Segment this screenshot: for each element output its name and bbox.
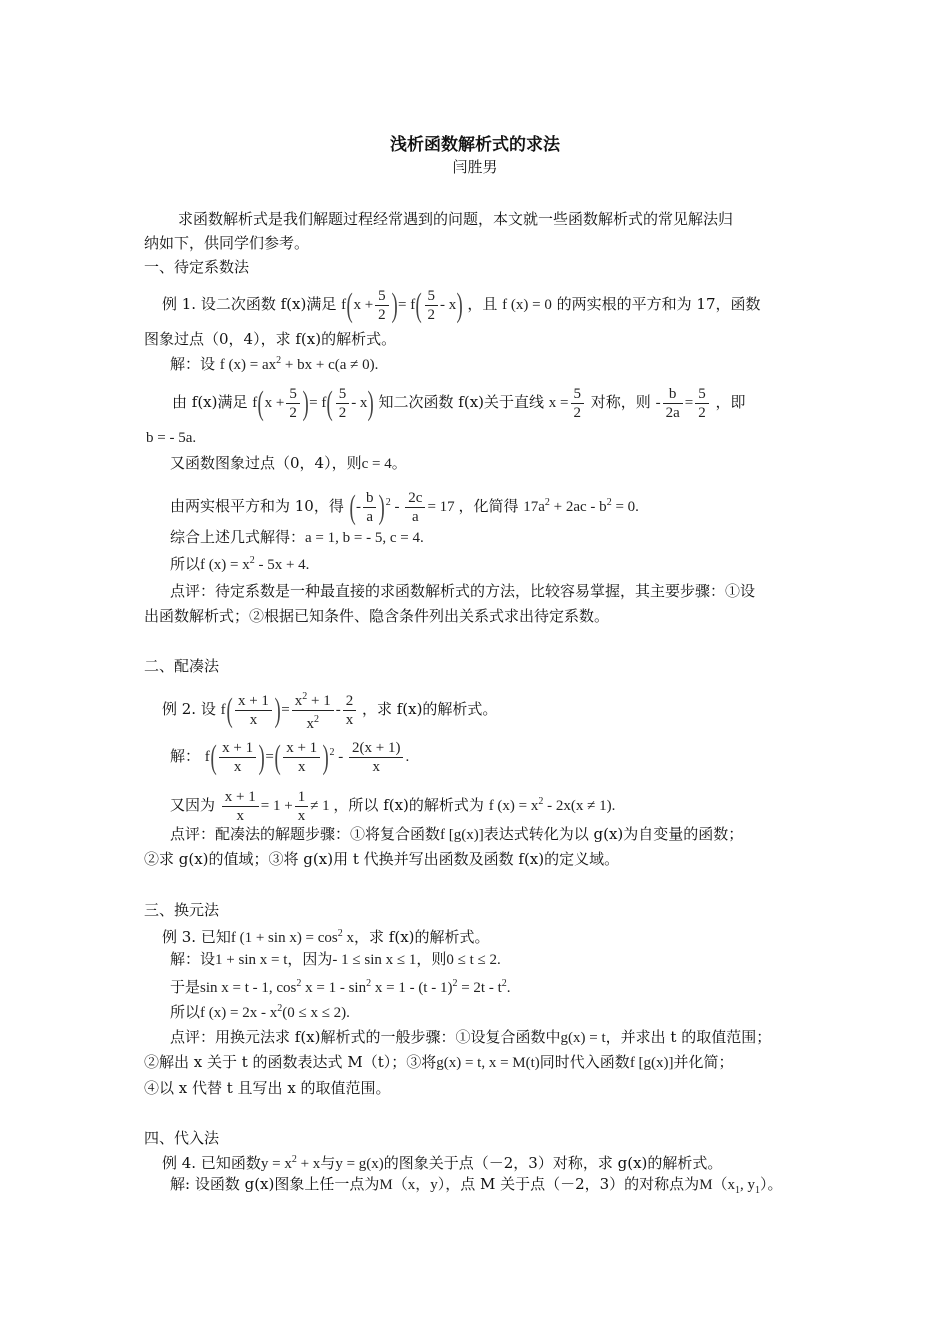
intro-line-1: 求函数解析式是我们解题过程经常遇到的问题，本文就一些函数解析式的常见解法归 [178,210,734,228]
paren-icon: ) [302,384,309,422]
example-1-text: 的两实根的平方和为 17，函数 [556,294,761,313]
solution-3-line-1 [170,949,501,970]
solution-1-line-4 [170,453,407,474]
math-text: . [405,748,410,765]
fraction-numerator: 2c [405,489,425,508]
math-text: - x [440,296,457,313]
math-text: + x [300,1156,321,1172]
fraction [292,688,334,733]
math-text: + 1 [310,693,331,709]
fraction-numerator: b [363,489,377,508]
math-text: x + [264,394,285,411]
math-text: = 0. [615,498,639,515]
document-author: 闫胜男 [452,158,498,176]
formula [523,496,639,515]
paren-icon: ) [322,738,329,776]
formula [231,930,354,946]
math-text: . [506,980,511,996]
fraction-denominator: 2 [427,307,436,323]
fraction-numerator: b [663,385,683,404]
formula [220,789,334,824]
math-text: x = [548,394,569,411]
solution-1-line-7 [170,551,309,575]
subscript: 1 [735,1185,741,1196]
solution-2-line-2 [170,788,615,825]
formula: 0 ≤ t ≤ 2. [446,952,501,968]
math-text: ≠ 1 [310,797,330,814]
paren-icon: ( [326,384,334,422]
solution-text: 又函数图象过点（0，4），则 [170,454,362,472]
solution-1-line-5 [170,489,639,526]
exponent: 2 [277,1003,283,1014]
exponent: 2 [452,978,458,989]
exponent: 2 [606,496,612,508]
paren-icon: ) [379,488,386,526]
example-4-line-1 [162,1150,722,1174]
review-3-line-2 [144,1052,734,1073]
math-text: , y [740,1177,756,1193]
math-text: - [338,748,344,765]
fraction-denominator: a [366,509,374,525]
math-text: = f [309,394,327,411]
review-text: 表达式转化为以 g(x)为自变量的函数； [483,825,744,843]
exponent: 2 [291,1154,297,1165]
formula: y = g(x) [335,1156,384,1172]
math-text: - [655,394,661,411]
math-text: f [220,701,226,718]
math-text: = [684,394,694,411]
solution-text: 综合上述几式解得： [170,528,306,546]
formula: - 1 ≤ sin x ≤ 1 [332,952,417,968]
exponent: 2 [302,691,308,702]
solution-text: ，则 [416,950,447,968]
fraction [405,489,425,526]
example-3-text: 例 3. 已知 [162,928,231,946]
solution-text: ，化简得 [458,496,519,515]
section-2-heading: 二、配凑法 [144,657,220,675]
formula [220,691,362,732]
solution-text: 又因为 [170,795,216,814]
exponent: 2 [337,928,343,939]
fraction [222,788,259,825]
fraction [295,788,309,825]
formula: f [g(x)] [440,827,484,843]
exponent: 2 [385,496,391,508]
math-text: f (x) = x [488,797,539,814]
formula [488,795,616,814]
formula [655,386,711,421]
paren-icon: ( [226,691,233,729]
formula [200,1005,350,1021]
review-2-line-1 [170,824,743,845]
math-text: x [727,1177,736,1193]
fraction-denominator: 2 [338,405,347,421]
example-4-text: 与 [320,1154,336,1172]
math-text: x = 1 - sin [305,980,367,996]
review-text: ，并求出 t 的取值范围； [605,1028,772,1046]
solution-text: 解：设 [170,355,216,373]
example-1-text: 例 1. 设二次函数 f(x)满足 [162,294,337,313]
paren-icon: ( [210,738,217,776]
review-1-line-1: 点评：待定系数是一种最直接的求函数解析式的方法，比较容易掌握，其主要步骤：①设 [170,582,756,600]
formula [200,557,309,573]
fraction [336,385,350,422]
review-text: ②解出 x 关于 t 的函数表达式 M（t）；③将 [144,1053,437,1071]
solution-text: 由两实根平方和为 10，得 [170,496,344,515]
paren-icon: ( [415,286,422,324]
exponent: 2 [501,978,507,989]
example-2-text: ，求 f(x)的解析式。 [361,699,498,718]
fraction-numerator: 5 [286,385,300,404]
math-text: f (x) = x [200,557,250,573]
solution-text: 所以 [170,1003,201,1021]
math-text: x [294,693,303,709]
fraction-numerator: x + 1 [222,788,259,807]
example-2-line-1 [162,688,497,733]
example-4-text: 例 4. 已知函数 [162,1154,261,1172]
formula [261,1156,320,1172]
math-text: (0 ≤ x ≤ 2). [282,1005,350,1021]
solution-text: ，点 M 关于点（－2，3）的对称点为 [445,1175,700,1193]
math-text: = [281,701,290,718]
formula: g(x) = t [560,1030,606,1046]
section-3-heading: 三、换元法 [144,901,220,919]
solution-4-line-1 [170,1174,783,1201]
formula: f (x) = 0 [502,296,552,313]
math-text: f (x) = 2x - x [200,1005,278,1021]
document-title: 浅析函数解析式的求法 [390,135,560,155]
fraction-denominator: x [372,759,380,775]
fraction [283,739,320,776]
section-1-heading: 一、待定系数法 [144,258,250,276]
fraction-numerator: x + 1 [219,739,256,758]
solution-text: 解: 设函数 g(x)图象上任一点为 [170,1175,380,1193]
fraction [695,385,709,422]
fraction [425,287,439,324]
review-text: 点评：用换元法求 f(x)解析式的一般步骤：①设复合函数中 [170,1028,561,1046]
solution-text: 所以 [170,555,201,573]
fraction [286,385,300,422]
fraction-numerator: 5 [571,385,585,404]
review-3-line-3: ④以 x 代替 t 且写出 x 的取值范围。 [144,1079,391,1097]
formula: a = 1, b = - 5, c = 4. [305,530,424,546]
fraction-denominator: x [297,808,306,824]
solution-text: 。 [767,1175,783,1193]
fraction-denominator: 2a [665,405,680,421]
paren-icon: ) [456,286,464,324]
math-text: x [306,716,314,732]
fraction-denominator: 2 [698,405,706,421]
paren-icon: ( [346,286,353,324]
formula [220,357,379,373]
math-text: 。 [391,454,407,472]
paren-icon: ( [257,384,265,422]
math-text: x = 1 - (t - 1) [374,980,453,996]
math-text: M（ [699,1177,728,1193]
exponent: 2 [329,746,335,758]
fraction-numerator: 5 [375,287,389,306]
fraction-numerator: 2 [343,692,357,711]
paren-icon: ( [274,738,281,776]
math-text: + 2ac - b [553,498,607,515]
fraction-denominator: 2 [289,405,297,421]
fraction-denominator [292,711,334,733]
math-text: - [355,498,361,515]
math-text: sin x = t - 1, cos [200,980,297,996]
section-4-heading: 四、代入法 [144,1129,220,1147]
review-text: 同时代入函数 [539,1053,630,1071]
review-text: 点评：配凑法的解题步骤：①将复合函数 [170,825,441,843]
solution-3-line-2 [170,974,511,998]
math-text: = [265,748,274,765]
review-3-line-1 [170,1027,771,1048]
solution-text: 对称，则 [590,392,651,411]
paren-icon: ) [258,738,265,776]
fraction [375,287,389,324]
fraction [219,739,256,776]
solution-text: 解：设 [170,950,216,968]
math-text: - [394,498,400,515]
math-text: ） [760,1177,768,1193]
subscript: 1 [755,1185,761,1196]
fraction-denominator: x [345,712,354,728]
fraction-numerator: x + 1 [283,739,320,758]
formula [548,386,586,421]
paren-icon: ) [367,384,375,422]
example-1-line-2: 图象过点（0，4），求 f(x)的解析式。 [144,330,397,348]
fraction-numerator: 5 [695,385,709,404]
solution-1-line-3: b = - 5a. [146,430,197,446]
math-text: f [252,394,258,411]
example-4-text: 的图象关于点（－2，3）对称，求 g(x)的解析式。 [383,1154,723,1172]
formula [252,384,378,422]
solution-text: 知二次函数 f(x)关于直线 [378,392,544,411]
fraction-denominator: 2 [573,405,581,421]
math-text: - 5x + 4. [258,557,310,573]
fraction-denominator: x [233,759,242,775]
solution-text: ，因为 [287,950,333,968]
exponent: 2 [313,714,319,725]
example-3-text: ，求 f(x)的解析式。 [354,928,490,946]
paren-icon: ) [391,286,398,324]
fraction-numerator: 2(x + 1) [349,739,403,758]
example-1-line-1 [162,287,761,324]
example-2-text: 例 2. 设 [162,699,216,718]
exponent: 2 [366,978,372,989]
fraction [343,692,357,729]
math-text: + bx + c(a ≠ 0). [284,357,379,373]
fraction [663,385,683,422]
formula [204,738,410,776]
math-text: - x [351,394,368,411]
fraction-denominator: a [412,509,419,525]
math-text: x [346,930,355,946]
solution-1-line-6 [170,527,424,548]
fraction [571,385,585,422]
exponent: 2 [538,795,544,807]
exponent: 2 [296,978,302,989]
review-text: 并化简； [673,1053,734,1071]
solution-1-line-2 [172,385,746,422]
formula: 1 + sin x = t [215,952,288,968]
formula [200,980,511,996]
fraction-denominator: x [297,759,306,775]
fraction [363,489,377,526]
solution-text: 解： [170,746,201,765]
solution-1-line-1 [170,351,378,375]
example-3-line-1 [162,924,490,948]
fraction-numerator: 1 [295,788,309,807]
exponent: 2 [544,496,550,508]
math-text: y = x [260,1156,292,1172]
solution-text: ，即 [715,392,746,411]
example-1-text: ，且 [467,294,498,313]
math-text: = f [398,296,416,313]
paren-icon: ( [349,488,356,526]
fraction [235,692,272,729]
solution-text: ，所以 f(x)的解析式为 [333,795,484,814]
math-text: f [341,296,347,313]
math-text: f (x) = ax [219,357,277,373]
formula [699,1177,768,1196]
fraction-denominator: x [249,712,258,728]
fraction-numerator: 5 [336,385,350,404]
solution-3-line-3 [170,999,350,1023]
fraction-denominator: 2 [378,307,386,323]
exponent: 2 [276,355,282,366]
fraction [349,739,403,776]
fraction-denominator: x [236,808,245,824]
solution-text: 由 f(x)满足 [172,392,248,411]
formula: g(x) = t, x = M(t) [436,1055,540,1071]
formula [349,488,459,526]
math-text: f (1 + sin x) = cos [230,930,338,946]
formula: c = 4 [361,456,392,472]
math-text: 17a [523,498,545,515]
fraction-numerator: x + 1 [235,692,272,711]
review-1-line-2: 出函数解析式；②根据已知条件、隐含条件列出关系式求出待定系数。 [144,607,610,625]
review-2-line-2: ②求 g(x)的值域；③将 g(x)用 t 代换并写出函数及函数 f(x)的定义域。 [144,850,620,868]
fraction-numerator: 5 [425,287,439,306]
intro-line-2: 纳如下，供同学们参考。 [144,234,310,252]
formula: f [g(x)] [629,1055,674,1071]
exponent: 2 [249,555,255,566]
math-text: = 1 + [260,797,293,814]
formula: M（x，y） [379,1177,446,1193]
math-text: f [204,748,210,765]
math-text: = 17 [427,498,455,515]
math-text: = 2t - t [461,980,502,996]
math-text: x + [353,296,374,313]
formula [341,286,467,324]
paren-icon: ) [274,691,281,729]
math-text: - 2x(x ≠ 1). [547,797,616,814]
solution-2-line-1 [170,739,409,776]
solution-text: 于是 [170,978,201,996]
fraction-numerator [292,688,334,711]
math-text: - [335,701,341,718]
